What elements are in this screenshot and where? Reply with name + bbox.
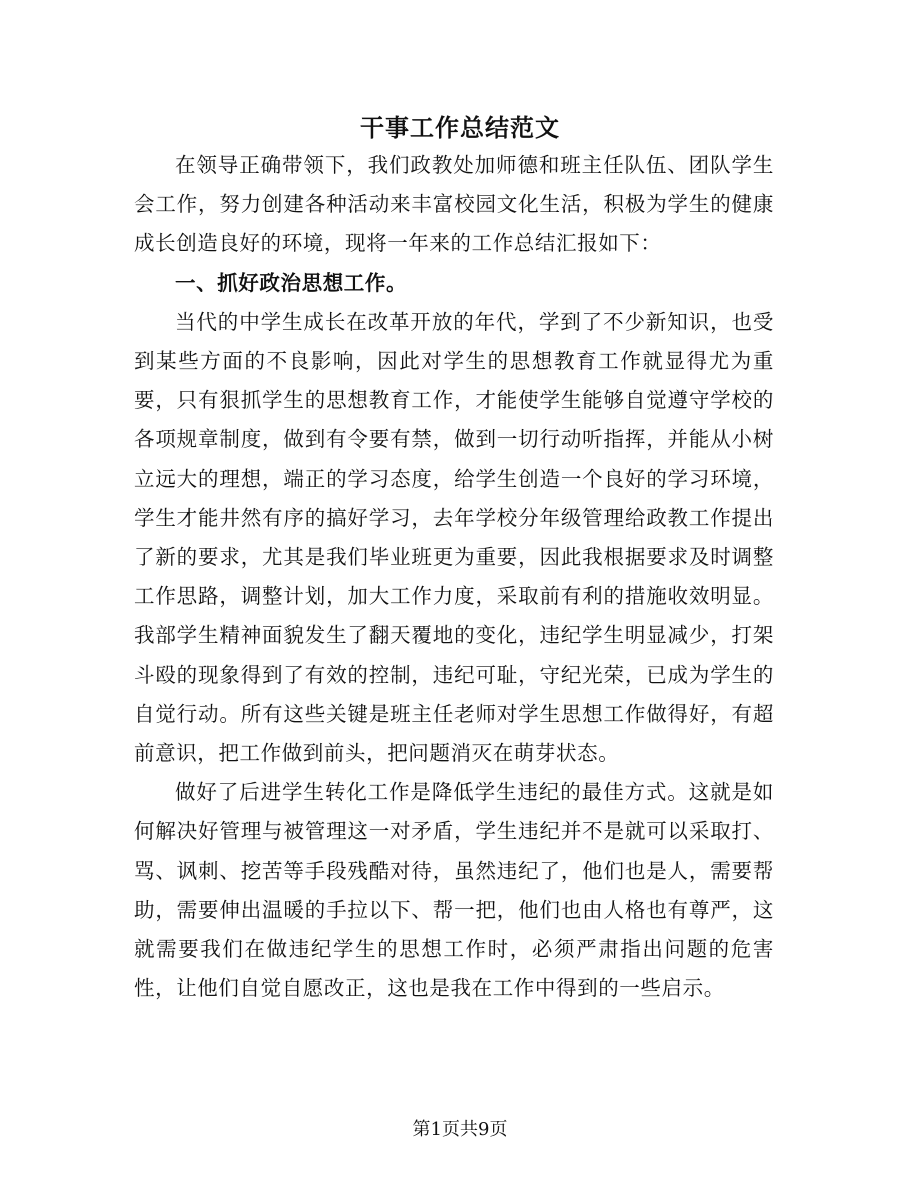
body-paragraph: 做好了后进学生转化工作是降低学生违纪的最佳方式。这就是如何解决好管理与被管理这一对矛盾，学生违纪并不是就可以采取打、骂、讽刺、挖苦等手段残酷对待，虽然违纪了，他们也是人，需要帮助，需要伸出温暖的手拉以下、帮一把，他们也由人格也有尊严，这就需要我们在做违纪学生的思想工作时，必须严肃指出问题的危害性，让他们自觉自愿改正，这也是我在工作中得到的一些启示。 bbox=[134, 780, 774, 1001]
intro-paragraph: 在领导正确带领下，我们政教处加师德和班主任队伍、团队学生会工作，努力创建各种活动来丰富校园文化生活，积极为学生的健康成长创造良好的环境，现将一年来的工作总结汇报如下： bbox=[134, 153, 774, 256]
document-title: 干事工作总结范文 bbox=[360, 113, 560, 142]
document-body bbox=[134, 146, 774, 1008]
section-heading: 一、抓好政治思想工作。 bbox=[175, 270, 408, 295]
page-number: 第1页共9页 bbox=[412, 1119, 508, 1140]
body-paragraph: 当代的中学生成长在改革开放的年代，学到了不少新知识，也受到某些方面的不良影响，因此对学生的思想教育工作就显得尤为重要，只有狠抓学生的思想教育工作，才能使学生能够自觉遵守学校的各项规章制度，做到有令要有禁，做到一切行动听指挥，并能从小树立远大的理想，端正的学习态度，给学生创造一个良好的学习环境，学生才能井然有序的搞好学习，去年学校分年级管理给政教工作提出了新的要求，尤其是我们毕业班更为重要，因此我根据要求及时调整工作思路，调整计划，加大工作力度，采取前有利的措施收效明显。我部学生精神面貌发生了翻天覆地的变化，违纪学生明显减少，打架斗殴的现象得到了有效的控制，违纪可耻，守纪光荣，已成为学生的自觉行动。所有这些关键是班主任老师对学生思想工作做得好，有超前意识，把工作做到前头，把问题消灭在萌芽状态。 bbox=[134, 309, 774, 766]
